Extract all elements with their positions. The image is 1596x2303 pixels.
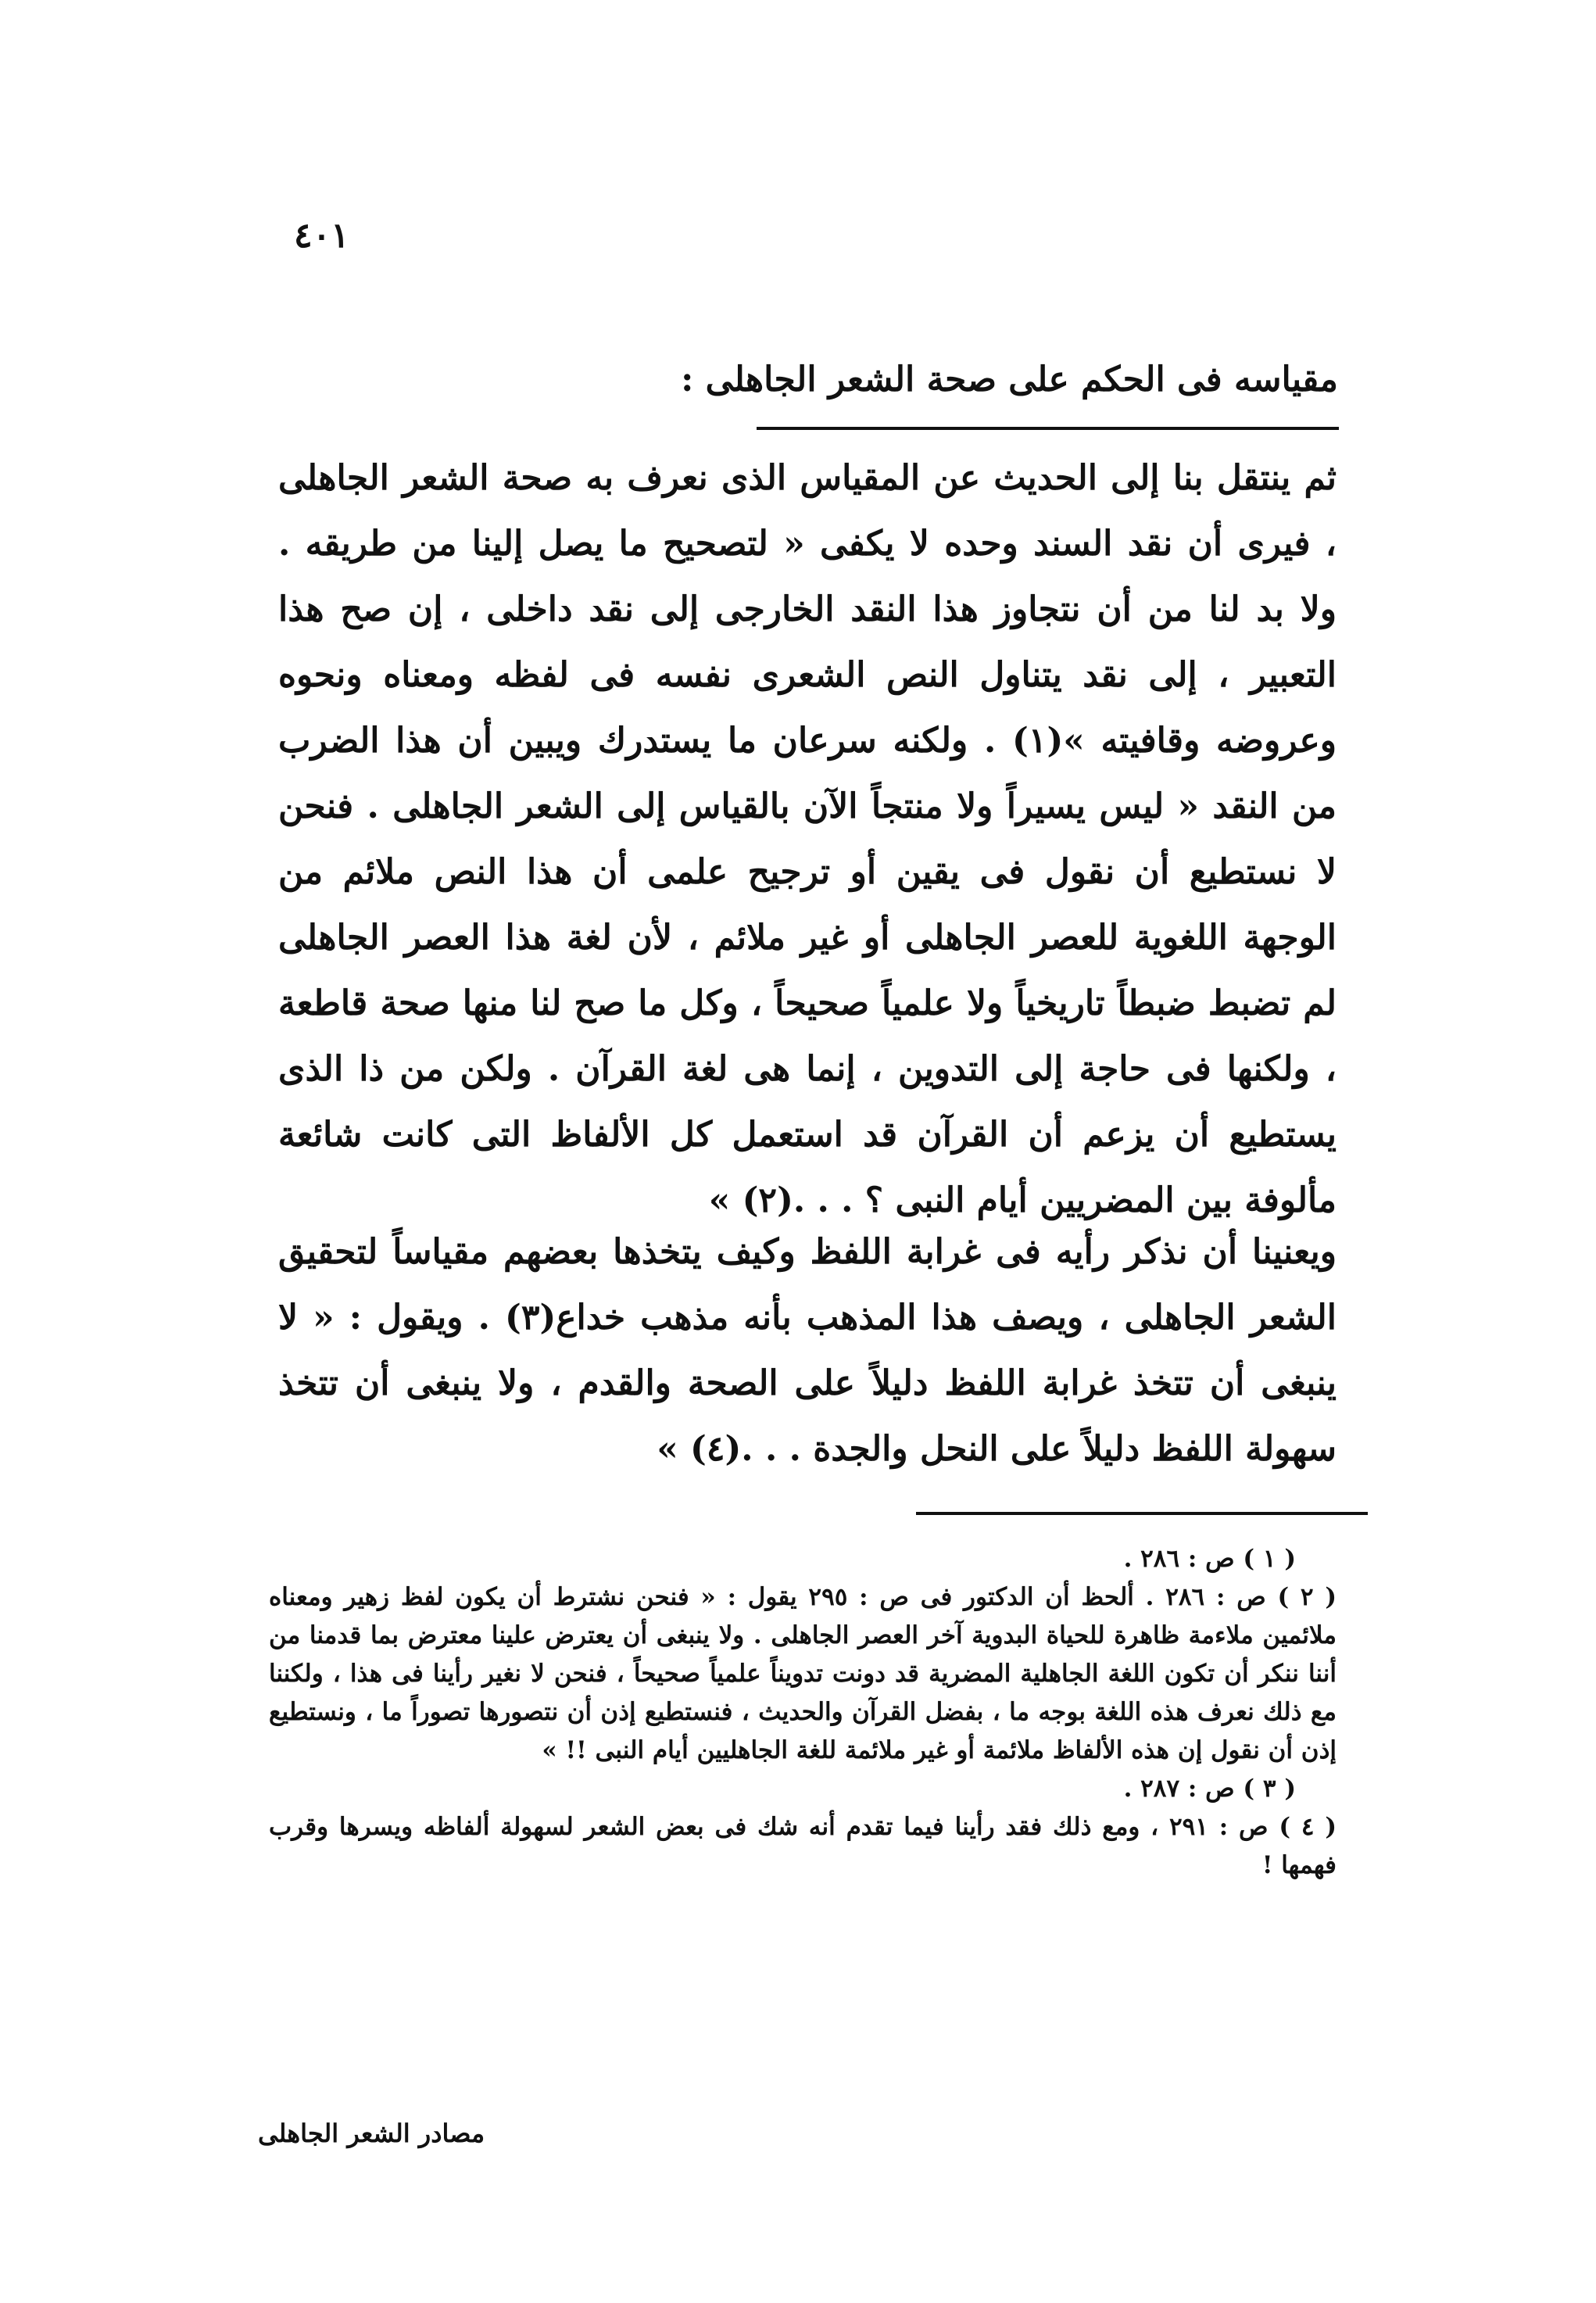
footnote-separator	[916, 1512, 1368, 1515]
footnote-4: ( ٤ ) ص : ٢٩١ ، ومع ذلك فقد رأينا فيما تقدم أنه شك فى بعض الشعر لسهولة ألفاظه ويسرها وقرب فهمها !	[269, 1813, 1337, 1879]
body-paragraph-2	[278, 1220, 1337, 1482]
heading-underline	[757, 427, 1339, 430]
footnote-1: ( ١ ) ص : ٢٨٦ .	[1123, 1545, 1296, 1573]
book-title-signature: مصادر الشعر الجاهلى	[258, 2119, 485, 2148]
footnote-2: ( ٢ ) ص : ٢٨٦ . ألحظ أن الدكتور فى ص : ٢٩٥ يقول : « فنحن نشترط أن يكون لفظ زهير ومعناه ملائمين ملاءمة ظاهرة للحياة البدوية آخر العصر الجاهلى . ولا ينبغى أن يعترض علينا معترض بما قدمنا من أننا ننكر أن تكون اللغة الجاهلية المضرية قد دونت تدويناً علمياً صحيحاً ، فنحن لا نغير رأينا فى هذا ، ولكننا مع ذلك نعرف هذه اللغة بوجه ما ، بفضل القرآن والحديث ، فنستطيع إذن أن نتصورها تصوراً ما ، ونستطيع إذن أن نقول إن هذه الألفاظ ملائمة أو غير ملائمة للغة الجاهليين أيام النبى !! »	[269, 1583, 1337, 1764]
body-paragraph-1	[278, 446, 1337, 1234]
page-number: ٤٠١	[294, 216, 349, 256]
section-heading: مقياسه فى الحكم على صحة الشعر الجاهلى :	[681, 360, 1338, 399]
footnote-3: ( ٣ ) ص : ٢٨٧ .	[1123, 1775, 1296, 1803]
paragraph-text: ويعنينا أن نذكر رأيه فى غرابة اللفظ وكيف يتخذها بعضهم مقياساً لتحقيق الشعر الجاهلى ، ويصف هذا المذهب بأنه مذهب خداع(٣) . ويقول : « لا ينبغى أن تتخذ غرابة اللفظ دليلاً على الصحة والقدم ، ولا ينبغى أن تتخذ سهولة اللفظ دليلاً على النحل والجدة . . .(٤) »	[278, 1232, 1337, 1469]
paragraph-text: ثم ينتقل بنا إلى الحديث عن المقياس الذى نعرف به صحة الشعر الجاهلى ، فيرى أن نقد السند وحده لا يكفى « لتصحيح ما يصل إلينا من طريقه . ولا بد لنا من أن نتجاوز هذا النقد الخارجى إلى نقد داخلى ، إن صح هذا التعبير ، إلى نقد يتناول النص الشعرى نفسه فى لفظه ومعناه ونحوه وعروضه وقافيته »(١) . ولكنه سرعان ما يستدرك ويبين أن هذا الضرب من النقد « ليس يسيراً ولا منتجاً الآن بالقياس إلى الشعر الجاهلى . فنحن لا نستطيع أن نقول فى يقين أو ترجيح علمى أن هذا النص ملائم من الوجهة اللغوية للعصر الجاهلى أو غير ملائم ، لأن لغة هذا العصر الجاهلى لم تضبط ضبطاً تاريخياً ولا علمياً صحيحاً ، وكل ما صح لنا منها صحة قاطعة ، ولكنها فى حاجة إلى التدوين ، إنما هى لغة القرآن . ولكن من ذا الذى يستطيع أن يزعم أن القرآن قد استعمل كل الألفاظ التى كانت شائعة مألوفة بين المضريين أيام النبى ؟ . . .(٢) »	[278, 458, 1337, 1220]
footnotes	[269, 1540, 1337, 1885]
